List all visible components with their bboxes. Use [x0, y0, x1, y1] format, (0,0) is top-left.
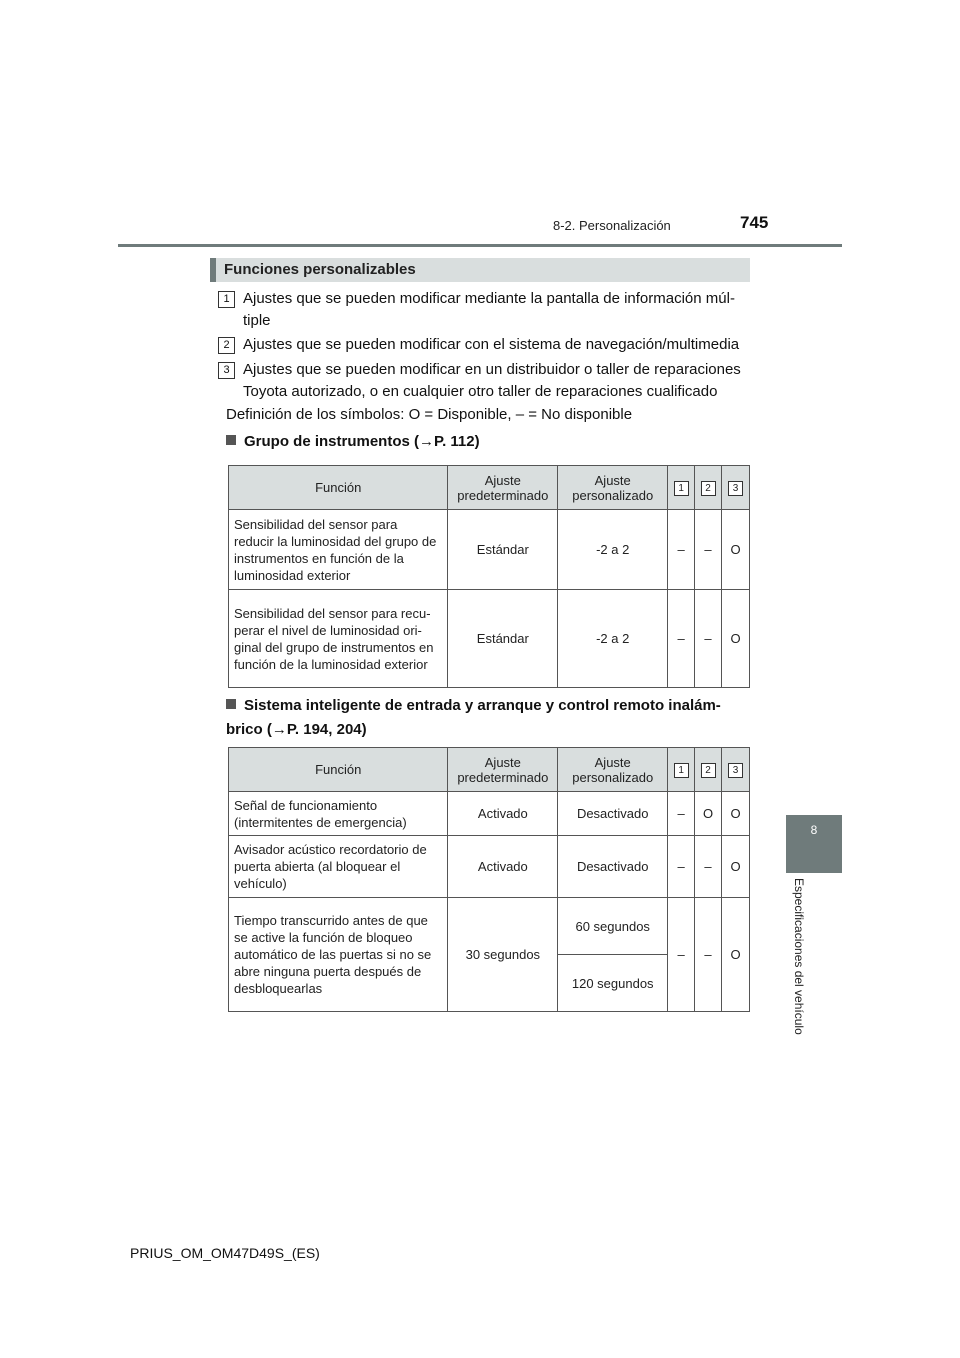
square-bullet-icon — [226, 699, 236, 709]
cell-c1: – — [668, 590, 695, 688]
table-header-row — [229, 466, 750, 510]
col-custom: Ajuste personalizado — [558, 748, 668, 792]
table-header-row — [229, 748, 750, 792]
col-number-2: 2 — [701, 481, 716, 496]
table1-heading — [226, 430, 756, 454]
table2-heading — [226, 694, 746, 742]
item-text-1: Ajustes que se pueden modificar mediante la pantalla de información múl-tiple — [243, 290, 735, 329]
col-number-2: 2 — [701, 763, 716, 778]
cell-c1: – — [668, 898, 695, 1012]
col-number-1: 1 — [674, 763, 689, 778]
cell-c2: – — [695, 510, 722, 590]
cell-c3: O — [722, 792, 750, 836]
col-2 — [695, 466, 722, 510]
cell-c2: – — [695, 898, 722, 1012]
page-number: 745 — [740, 213, 769, 232]
table-row — [229, 510, 750, 590]
cell-c3: O — [722, 836, 750, 898]
col-default: Ajuste predeterminado — [448, 466, 558, 510]
table1-heading-text: Grupo de instrumentos (→P. 112) — [244, 433, 480, 450]
chapter-label: Especificaciones del vehículo — [792, 878, 806, 1035]
cell-custom: Desactivado — [558, 836, 668, 898]
item-number-2: 2 — [218, 337, 235, 354]
cell-c3: O — [722, 898, 750, 1012]
item-number-3: 3 — [218, 362, 235, 379]
cell-default: Activado — [448, 792, 558, 836]
item-text-2: Ajustes que se pueden modificar con el sistema de navegación/multimedia — [243, 336, 740, 353]
col-default: Ajuste predeterminado — [448, 748, 558, 792]
cell-c1: – — [668, 836, 695, 898]
symbol-definition: Definición de los símbolos: O = Disponible, – = No disponible — [226, 406, 633, 423]
col-custom: Ajuste personalizado — [558, 466, 668, 510]
square-bullet-icon — [226, 435, 236, 445]
section-title: Funciones personalizables — [224, 261, 416, 278]
cell-function: Sensibilidad del sensor para recu-perar el nivel de luminosidad ori-ginal del grupo de instrumentos en función de la luminosidad exterior — [229, 590, 448, 688]
cell-default: Estándar — [448, 590, 558, 688]
col-number-3: 3 — [728, 481, 743, 496]
cell-c2: – — [695, 590, 722, 688]
cell-default: Activado — [448, 836, 558, 898]
col-3 — [722, 748, 750, 792]
col-number-3: 3 — [728, 763, 743, 778]
document-code: PRIUS_OM_OM47D49S_(ES) — [130, 1245, 320, 1261]
col-3 — [722, 466, 750, 510]
cell-c3: O — [722, 510, 750, 590]
cell-c1: – — [668, 792, 695, 836]
table-row — [229, 792, 750, 836]
cell-default: 30 segundos — [448, 898, 558, 1012]
section-title-bar — [210, 258, 216, 282]
col-function: Función — [229, 748, 448, 792]
cell-custom: 60 segundos — [558, 898, 668, 955]
col-1 — [668, 748, 695, 792]
table-row — [229, 590, 750, 688]
item-text-3: Ajustes que se pueden modificar en un distribuidor o taller de reparaciones Toyota autorizado, o en cualquier otro taller de reparaciones cualificado — [243, 361, 741, 400]
cell-c1: – — [668, 510, 695, 590]
table-instrument-cluster — [228, 465, 750, 688]
col-2 — [695, 748, 722, 792]
cell-function: Sensibilidad del sensor para reducir la luminosidad del grupo de instrumentos en función de la luminosidad exterior — [229, 510, 448, 590]
cell-c2: – — [695, 836, 722, 898]
header-section-title: 8-2. Personalización — [553, 218, 671, 233]
cell-function: Avisador acústico recordatorio de puerta abierta (al bloquear el vehículo) — [229, 836, 448, 898]
item-number-1: 1 — [218, 291, 235, 308]
col-1 — [668, 466, 695, 510]
cell-default: Estándar — [448, 510, 558, 590]
table2-heading-text: Sistema inteligente de entrada y arranque y control remoto inalám-brico (→P. 194, 204) — [226, 697, 721, 738]
chapter-number: 8 — [810, 823, 818, 837]
cell-c3: O — [722, 590, 750, 688]
table-row — [229, 898, 750, 955]
chapter-tab — [786, 815, 842, 873]
cell-custom: -2 a 2 — [558, 590, 668, 688]
section-title-box — [210, 258, 750, 282]
cell-c2: O — [695, 792, 722, 836]
cell-function: Señal de funcionamiento (intermitentes de emergencia) — [229, 792, 448, 836]
table-smart-entry — [228, 747, 750, 1012]
col-number-1: 1 — [674, 481, 689, 496]
col-function: Función — [229, 466, 448, 510]
cell-function: Tiempo transcurrido antes de que se active la función de bloqueo automático de las puertas si no se abre ninguna puerta después de desbloquearlas — [229, 898, 448, 1012]
cell-custom: Desactivado — [558, 792, 668, 836]
cell-custom: -2 a 2 — [558, 510, 668, 590]
header-rule — [118, 244, 842, 247]
table-row — [229, 836, 750, 898]
cell-custom: 120 segundos — [558, 955, 668, 1012]
